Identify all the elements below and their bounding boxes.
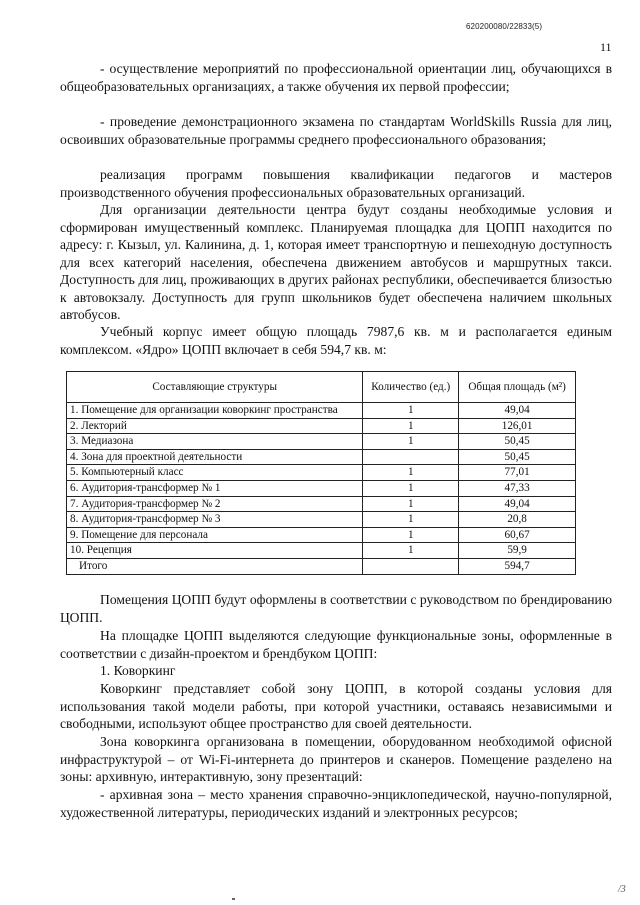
total-qty [363,558,459,574]
paragraph-coworking-description: Коворкинг представляет собой зону ЦОПП, в которой созданы условия для использования такой модели работы, при которой участники, оставаясь независимыми и свободными, используют общее пространство для своей деятельности. [60,681,612,731]
row-area: 126,01 [459,418,576,434]
row-name: 2. Лекторий [67,418,363,434]
row-qty [363,449,459,465]
paragraph-career-guidance: - осуществление мероприятий по профессиональной ориентации лиц, обучающихся в общеобразовательных организациях, а также обучения их первой профессии; [60,61,612,94]
table-header-row [67,372,576,403]
header-structures: Составляющие структуры [67,372,363,403]
row-qty: 1 [363,527,459,543]
table-total-row [67,558,576,574]
table-row [67,527,576,543]
row-qty: 1 [363,418,459,434]
row-qty: 1 [363,434,459,450]
row-qty: 1 [363,480,459,496]
row-name: 7. Аудитория-трансформер № 2 [67,496,363,512]
table-row [67,496,576,512]
page-number: 11 [600,40,612,54]
header-quantity: Количество (ед.) [363,372,459,403]
row-area: 49,04 [459,496,576,512]
row-name: 10. Рецепция [67,543,363,559]
row-name: 5. Компьютерный класс [67,465,363,481]
table-row [67,480,576,496]
handwritten-page-mark: /3 [618,884,626,895]
row-area: 50,45 [459,434,576,450]
row-area: 77,01 [459,465,576,481]
table-row [67,465,576,481]
row-name: 1. Помещение для организации коворкинг пространства [67,403,363,419]
table-row [67,418,576,434]
row-qty: 1 [363,465,459,481]
table-row [67,543,576,559]
row-qty: 1 [363,496,459,512]
row-area: 59,9 [459,543,576,559]
paragraph-qualification: реализация программ повышения квалификации педагогов и мастеров производственного обучения профессиональных образовательных организаций. [60,167,612,200]
row-area: 50,45 [459,449,576,465]
heading-coworking: 1. Коворкинг [100,663,176,678]
row-area: 20,8 [459,512,576,528]
paragraph-functional-zones: На площадке ЦОПП выделяются следующие функциональные зоны, оформленные в соответствии с дизайн-проектом и брендбуком ЦОПП: [60,628,612,661]
row-name: 9. Помещение для персонала [67,527,363,543]
row-name: 8. Аудитория-трансформер № 3 [67,512,363,528]
row-qty: 1 [363,543,459,559]
row-area: 49,04 [459,403,576,419]
paragraph-site-description: Для организации деятельности центра будут созданы необходимые условия и сформирован имущественный комплекс. Планируемая площадка для ЦОПП находится по адресу: г. Кызыл, ул. Калинина, д. 1, которая имеет транспортную и пешеходную доступность для всех категорий населения, обеспечена движением автобусов и маршрутных такси. Доступность для лиц, проживающих в других районах республики, обеспечивается близостью к автовокзалу. Доступность для групп школьников будет обеспечена наличием школьных автобусов. [60,202,612,322]
paragraph-demo-exam: - проведение демонстрационного экзамена по стандартам WorldSkills Russia для лиц, освоивших образовательные программы среднего профессионального образования; [60,114,612,147]
table-row [67,449,576,465]
row-name: 6. Аудитория-трансформер № 1 [67,480,363,496]
row-area: 47,33 [459,480,576,496]
table-row [67,512,576,528]
row-name: 3. Медиазона [67,434,363,450]
paragraph-coworking-zone: Зона коворкинга организована в помещении, оборудованном необходимой офисной инфраструктурой – от Wi-Fi-интернета до принтеров и сканеров. Помещение разделено на зоны: архивную, интерактивную, зону презентаций: [60,734,612,784]
total-label: Итого [67,558,363,574]
table-row [67,403,576,419]
header-area: Общая площадь (м²) [459,372,576,403]
row-qty: 1 [363,403,459,419]
document-number: 620200080/22833(5) [466,22,543,31]
paragraph-archive-zone: - архивная зона – место хранения справочно-энциклопедической, научно-популярной, художественной литературы, периодических изданий и электронных ресурсов; [60,787,612,820]
row-qty: 1 [363,512,459,528]
row-area: 60,67 [459,527,576,543]
structures-table [66,371,576,575]
row-name: 4. Зона для проектной деятельности [67,449,363,465]
table-row [67,434,576,450]
scan-speck [232,898,235,900]
total-area: 594,7 [459,558,576,574]
paragraph-branding: Помещения ЦОПП будут оформлены в соответствии с руководством по брендированию ЦОПП. [60,592,612,625]
paragraph-building-area: Учебный корпус имеет общую площадь 7987,6 кв. м и располагается единым комплексом. «Ядро» ЦОПП включает в себя 594,7 кв. м: [60,324,612,357]
